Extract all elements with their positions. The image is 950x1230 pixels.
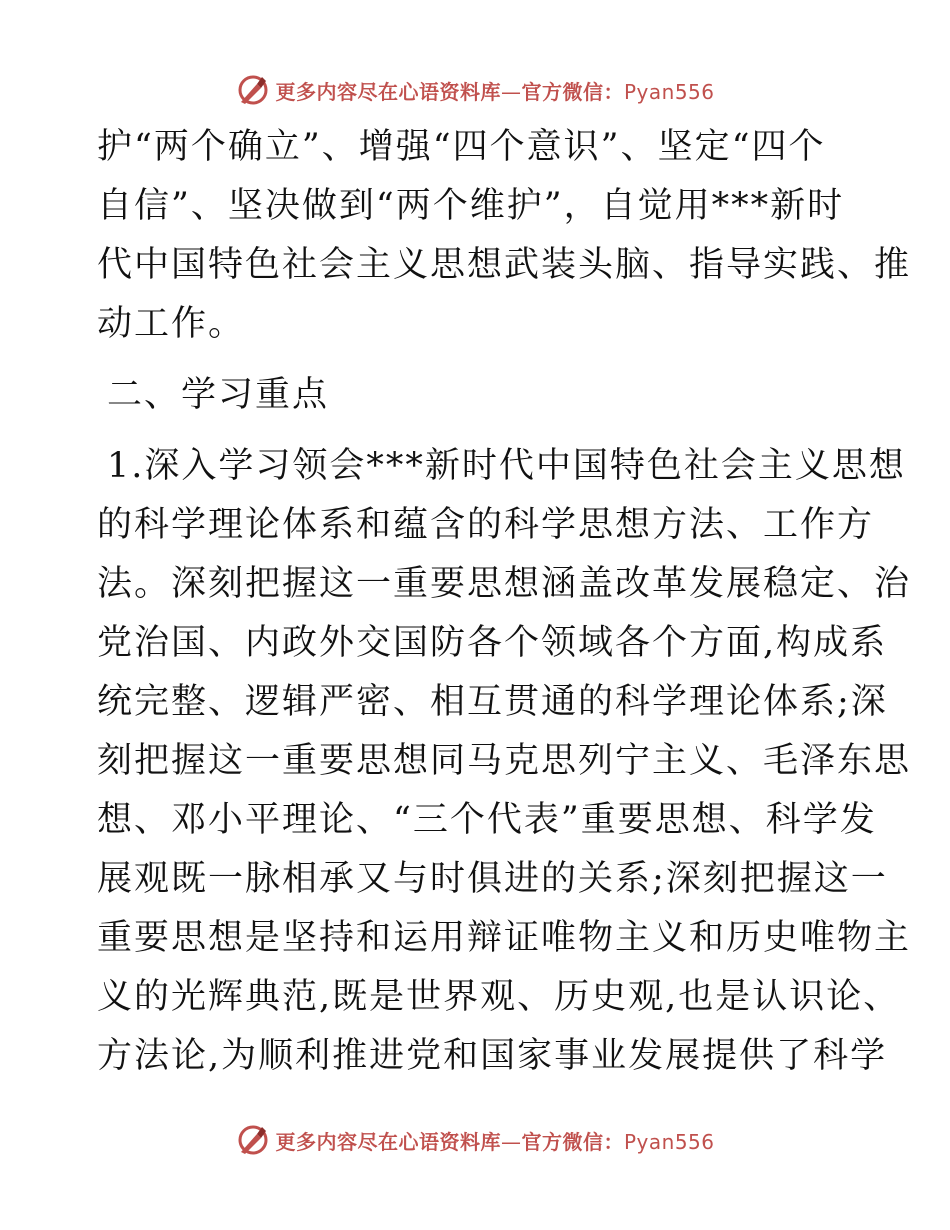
watermark-wechat-label: 官方微信： xyxy=(521,1129,624,1154)
watermark-wechat-id: Pyan556 xyxy=(623,1129,715,1154)
text-line: 的科学理论体系和蕴含的科学思想方法、工作方 xyxy=(97,505,875,545)
text-line: 护“两个确立”、增强“四个意识”、坚定“四个 xyxy=(97,127,826,167)
text-line: 1.深入学习领会***新时代中国特色社会主义思想 xyxy=(107,446,906,486)
header-watermark xyxy=(0,70,950,110)
text-line: 方法论,为顺利推进党和国家事业发展提供了科学 xyxy=(97,1036,888,1076)
text-line: 党治国、内政外交国防各个领域各个方面,构成系 xyxy=(97,623,888,663)
text-line: 想、邓小平理论、“三个代表”重要思想、科学发 xyxy=(97,800,877,840)
text-line: 展观既一脉相承又与时俱进的关系;深刻把握这一 xyxy=(97,859,888,899)
watermark-text: 更多内容尽在心语资料库 xyxy=(275,1129,501,1154)
pen-logo-icon xyxy=(235,72,271,108)
watermark-separator: — xyxy=(500,1129,522,1154)
pen-logo-icon xyxy=(235,1122,271,1158)
watermark-wechat-label: 官方微信： xyxy=(521,79,624,104)
text-line: 代中国特色社会主义思想武装头脑、指导实践、推 xyxy=(97,245,912,285)
watermark-wechat-id: Pyan556 xyxy=(623,79,715,104)
document-body xyxy=(97,118,912,1086)
footer-watermark xyxy=(0,1120,950,1160)
text-line: 统完整、逻辑严密、相互贯通的科学理论体系;深 xyxy=(97,682,888,722)
text-line: 法。深刻把握这一重要思想涵盖改革发展稳定、治 xyxy=(97,564,912,604)
text-line: 义的光辉典范,既是世界观、历史观,也是认识论、 xyxy=(97,977,901,1017)
watermark-separator: — xyxy=(500,79,522,104)
text-line: 刻把握这一重要思想同马克思列宁主义、毛泽东思 xyxy=(97,741,912,781)
text-line: 重要思想是坚持和运用辩证唯物主义和历史唯物主 xyxy=(97,918,912,958)
text-line: 自信”、坚决做到“两个维护”，自觉用***新时 xyxy=(97,186,845,226)
text-line: 动工作。 xyxy=(97,304,246,344)
watermark-text: 更多内容尽在心语资料库 xyxy=(275,79,501,104)
section-heading: 二、学习重点 xyxy=(107,375,330,415)
